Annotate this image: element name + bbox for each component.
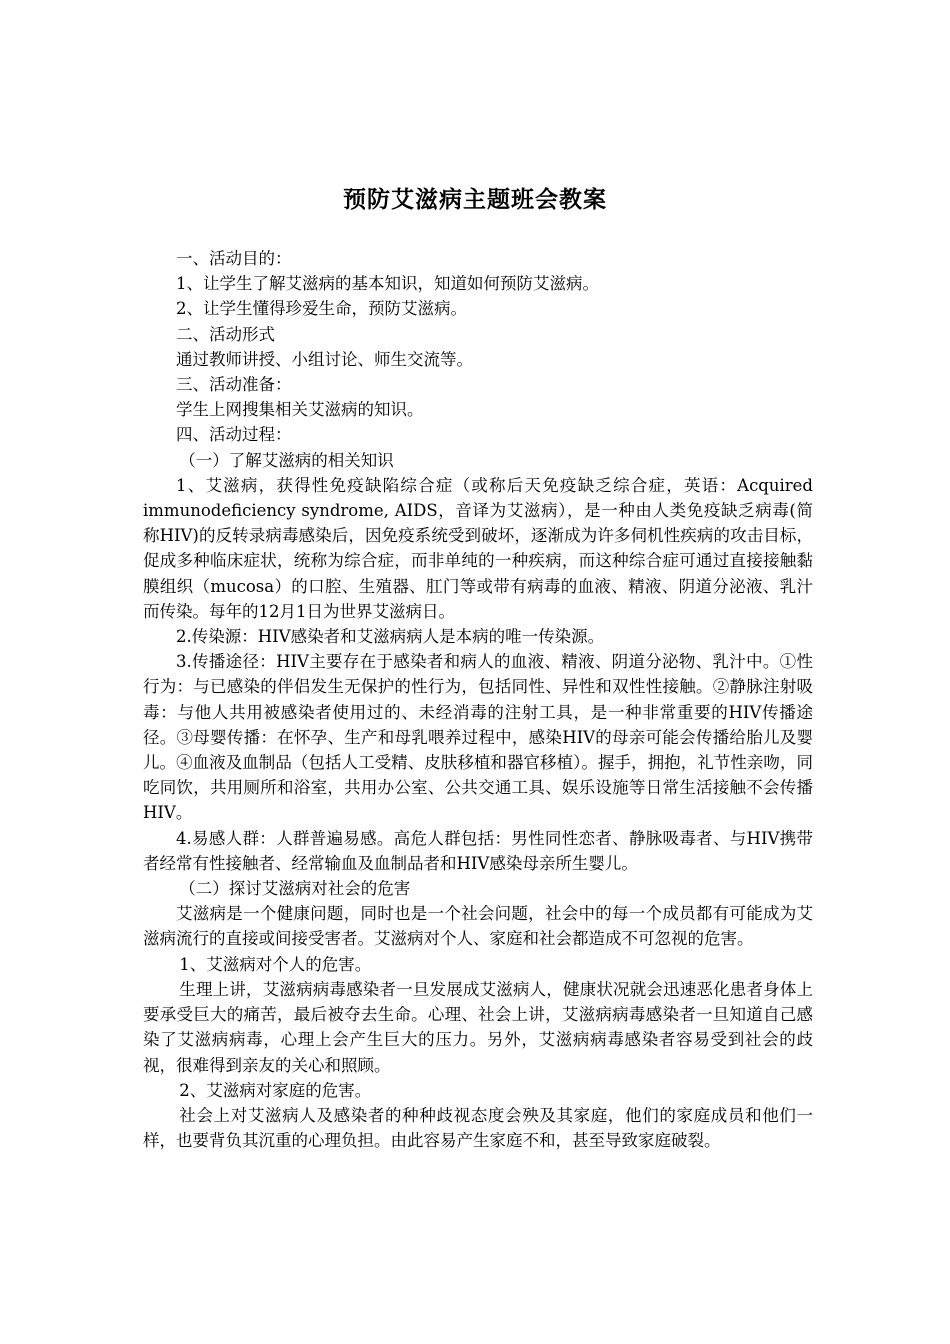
purpose-item-1: 1、让学生了解艾滋病的基本知识，知道如何预防艾滋病。 [176,274,599,294]
harm-family-heading: 2、艾滋病对家庭的危害。 [179,1080,372,1100]
knowledge-paragraph-2: 2.传染源：HIV感染者和艾滋病病人是本病的唯一传染源。 [176,627,605,647]
knowledge-paragraph-4: 4.易感人群：人群普遍易感。高危人群包括：男性同性恋者、静脉吸毒者、与HIV携带者经常有性接触者、经常输血及血制品者和HIV感染母亲所生婴儿。 [143,828,813,873]
subsection-heading-knowledge: （一）了解艾滋病的相关知识 [179,450,394,470]
section-heading-form: 二、活动形式 [176,324,275,344]
harm-individual-paragraph: 生理上讲，艾滋病病毒感染者一旦发展成艾滋病人，健康状况就会迅速恶化患者身体上要承受巨大的痛苦，最后被夺去生命。心理、社会上讲，艾滋病病毒感染者一旦知道自己感染了艾滋病病毒，心理上会产生巨大的压力。另外，艾滋病病毒感染者容易受到社会的歧视，很难得到亲友的关心和照顾。 [143,979,813,1075]
section-heading-process: 四、活动过程： [176,425,292,445]
purpose-item-2: 2、让学生懂得珍爱生命，预防艾滋病。 [176,299,467,319]
document-title: 预防艾滋病主题班会教案 [343,186,607,213]
form-text: 通过教师讲授、小组讨论、师生交流等。 [176,349,473,369]
document-body [143,246,813,1153]
knowledge-paragraph-3: 3.传播途径：HIV主要存在于感染者和病人的血液、精液、阴道分泌物、乳汁中。①性行为：与已感染的伴侣发生无保护的性行为，包括同性、异性和双性性接触。②静脉注射吸毒：与他人共用被感染者使用过的、未经消毒的注射工具，是一种非常重要的HIV传播途径。③母婴传播：在怀孕、生产和母乳喂养过程中，感染HIV的母亲可能会传播给胎儿及婴儿。④血液及血制品（包括人工受精、皮肤移植和器官移植）。握手，拥抱，礼节性亲吻，同吃同饮，共用厕所和浴室，共用办公室、公共交通工具、娱乐设施等日常生活接触不会传播HIV。 [143,652,813,823]
section-heading-purpose: 一、活动目的： [176,249,292,268]
preparation-text: 学生上网搜集相关艾滋病的知识。 [176,400,424,420]
section-heading-preparation: 三、活动准备： [176,375,292,395]
harm-family-paragraph: 社会上对艾滋病人及感染者的种种歧视态度会殃及其家庭，他们的家庭成员和他们一样，也要背负其沉重的心理负担。由此容易产生家庭不和，甚至导致家庭破裂。 [143,1105,813,1151]
harm-intro-paragraph: 艾滋病是一个健康问题，同时也是一个社会问题，社会中的每一个成员都有可能成为艾滋病流行的直接或间接受害者。艾滋病对个人、家庭和社会都造成不可忽视的危害。 [143,904,813,949]
harm-individual-heading: 1、艾滋病对个人的危害。 [179,954,372,974]
subsection-heading-harm: （二）探讨艾滋病对社会的危害 [179,879,411,899]
knowledge-paragraph-1: 1、艾滋病，获得性免疫缺陷综合症（或称后天免疫缺乏综合症，英语：Acquired immunodeficiency syndrome, AIDS，音译为艾滋病），是一种由人类免疫缺乏病毒(简称HIV)的反转录病毒感染后，因免疫系统受到破坏，逐渐成为许多伺机性疾病的攻击目标，促成多种临床症状，统称为综合症，而非单纯的一种疾病，而这种综合症可通过直接接触黏膜组织（mucosa）的口腔、生殖器、肛门等或带有病毒的血液、精液、阴道分泌液、乳汁而传染。每年的12月1日为世界艾滋病日。 [143,475,813,621]
